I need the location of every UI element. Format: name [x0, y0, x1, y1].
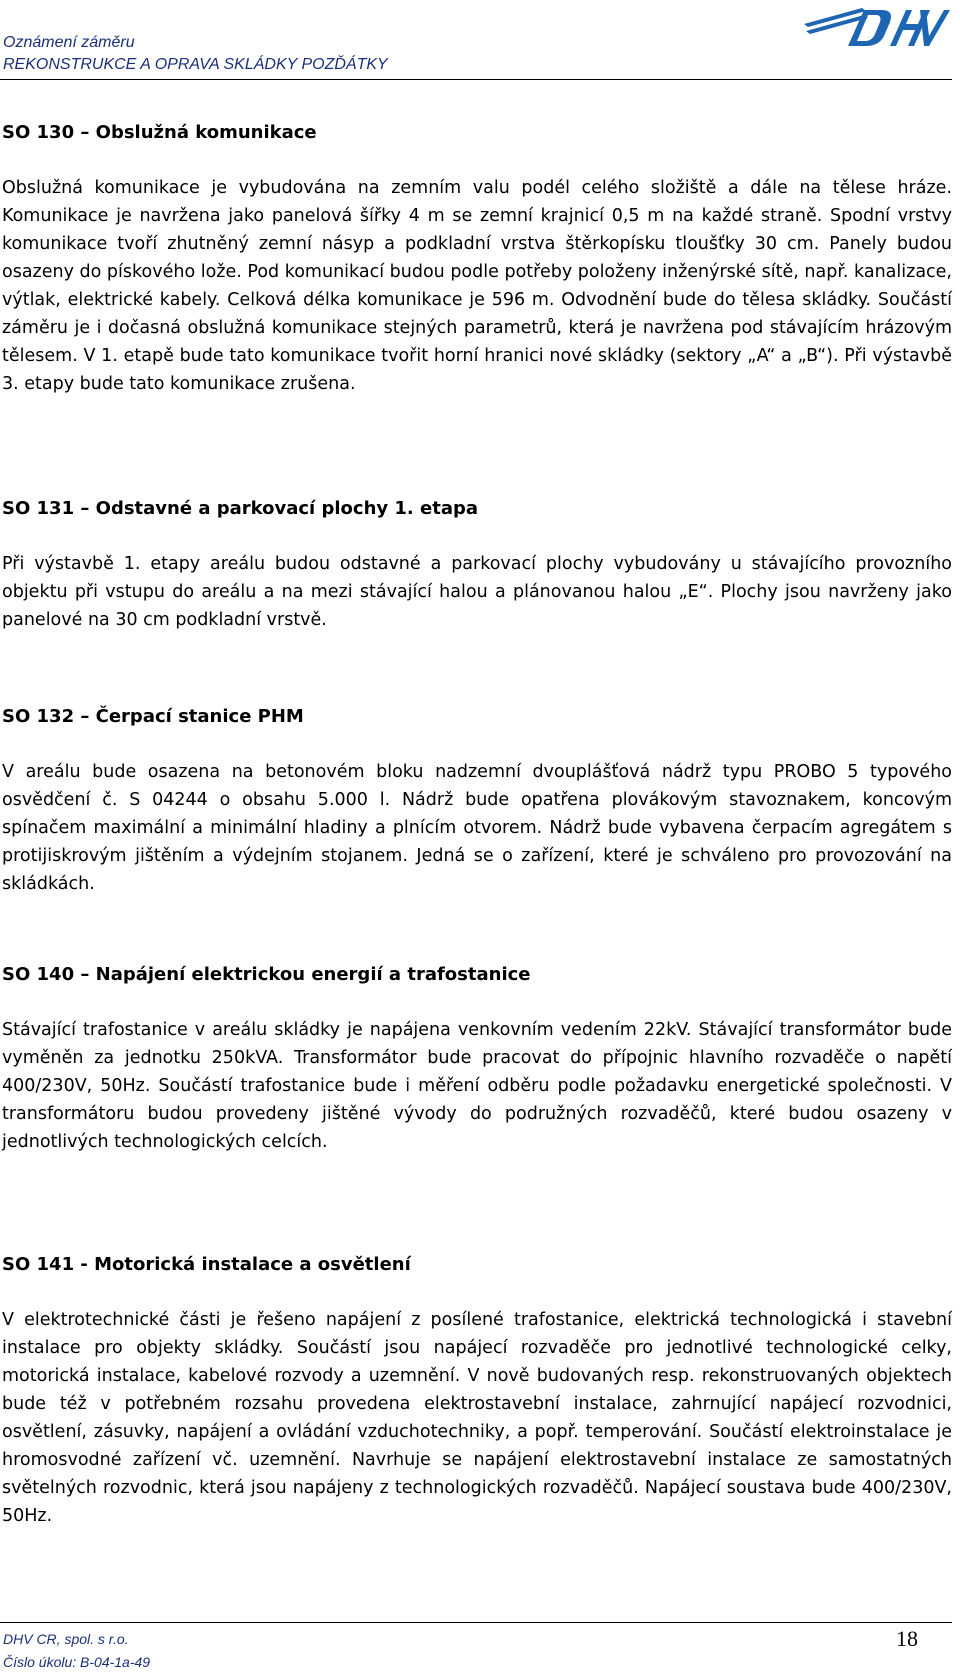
header-divider — [0, 79, 952, 80]
section-text-so141: V elektrotechnické části je řešeno napájení z posílené trafostanice, elektrická technologická i stavební instalace pro objekty skládky. Součástí jsou napájecí rozvaděče pro jednotlivé technologické celky, motorická instalace, kabelové rozvody a uzemnění. V nově budovaných resp. rekonstruovaných objektech bude též v potřebném rozsahu provedena elektrostavební instalace, zahrnující napájecí rozvodnici, osvětlení, zásuvky, napájení a ovládání vzduchotechniky, a popř. temperování. Součástí elektroinstalace je hromosvodné zařízení vč. uzemnění. Navrhuje se napájení elektrostavební instalace ze samostatných světelných rozvodnic, která jsou napájeny z technologických rozvaděčů. Napájecí soustava bude 400/230V, 50Hz. — [2, 1310, 952, 1526]
section-heading-so140: SO 140 – Napájení elektrickou energií a trafostanice — [2, 964, 531, 985]
section-heading-so131: SO 131 – Odstavné a parkovací plochy 1. etapa — [2, 498, 478, 519]
section-text-so130: Obslužná komunikace je vybudována na zemním valu podél celého složiště a dále na tělese hráze. Komunikace je navržena jako panelová šířky 4 m se zemní krajnicí 0,5 m na každé straně. Spodní vrstvy komunikace tvoří zhutněný zemní násyp a podkladní vrstva štěrkopísku tloušťky 30 cm. Panely budou osazeny do pískového lože. Pod komunikací budou podle potřeby položeny inženýrské sítě, např. kanalizace, výtlak, elektrické kabely. Celková délka komunikace je 596 m. Odvodnění bude do tělesa skládky. Součástí záměru je i dočasná obslužná komunikace stejných parametrů, která je navržena pod stávajícím hrázovým tělesem. V 1. etapě bude tato komunikace tvořit horní hranici nové skládky (sektory „A“ a „B“). Při výstavbě 3. etapy bude tato komunikace zrušena. — [2, 178, 952, 394]
footer-company: DHV CR, spol. s r.o. — [3, 1631, 129, 1647]
section-heading-so132: SO 132 – Čerpací stanice PHM — [2, 706, 304, 727]
project-title: REKONSTRUKCE A OPRAVA SKLÁDKY POZĎÁTKY — [3, 56, 388, 73]
section-text-so132: V areálu bude osazena na betonovém bloku nadzemní dvouplášťová nádrž typu PROBO 5 typového osvědčení č. S 04244 o obsahu 5.000 l. Nádrž bude opatřena plovákovým stavoznakem, koncovým spínačem maximální a minimální hladiny a plnícím otvorem. Nádrž bude vybavena čerpacím agregátem s protijiskrovým jištěním a výdejním stojanem. Jedná se o zařízení, které je schváleno pro provozování na skládkách. — [2, 762, 952, 894]
section-heading-so130: SO 130 – Obslužná komunikace — [2, 122, 317, 143]
dhv-logo — [802, 2, 950, 52]
section-text-so140: Stávající trafostanice v areálu skládky je napájena venkovním vedením 22kV. Stávající transformátor bude vyměněn za jednotku 250kVA. Transformátor bude pracovat do přípojnic hlavního rozvaděče o napětí 400/230V, 50Hz. Součástí trafostanice bude i měření odběru podle požadavku energetické společnosti. V transformátoru budou provedeny jištěné vývody do podružných rozvaděčů, které budou osazeny v jednotlivých technologických celcích. — [2, 1020, 952, 1152]
footer-task-number: Číslo úkolu: B-04-1a-49 — [3, 1654, 151, 1670]
footer-divider — [0, 1622, 952, 1623]
section-text-so131: Při výstavbě 1. etapy areálu budou odstavné a parkovací plochy vybudovány u stávajícího provozního objektu při vstupu do areálu a na mezi stávající halou a plánovanou halou „E“. Plochy jsou navrženy jako panelové na 30 cm podkladní vrstvě. — [2, 554, 952, 630]
page-number: 18 — [896, 1626, 918, 1651]
document-type: Oznámení záměru — [3, 34, 135, 51]
section-heading-so141: SO 141 - Motorická instalace a osvětlení — [2, 1254, 411, 1275]
page-header — [0, 0, 960, 82]
